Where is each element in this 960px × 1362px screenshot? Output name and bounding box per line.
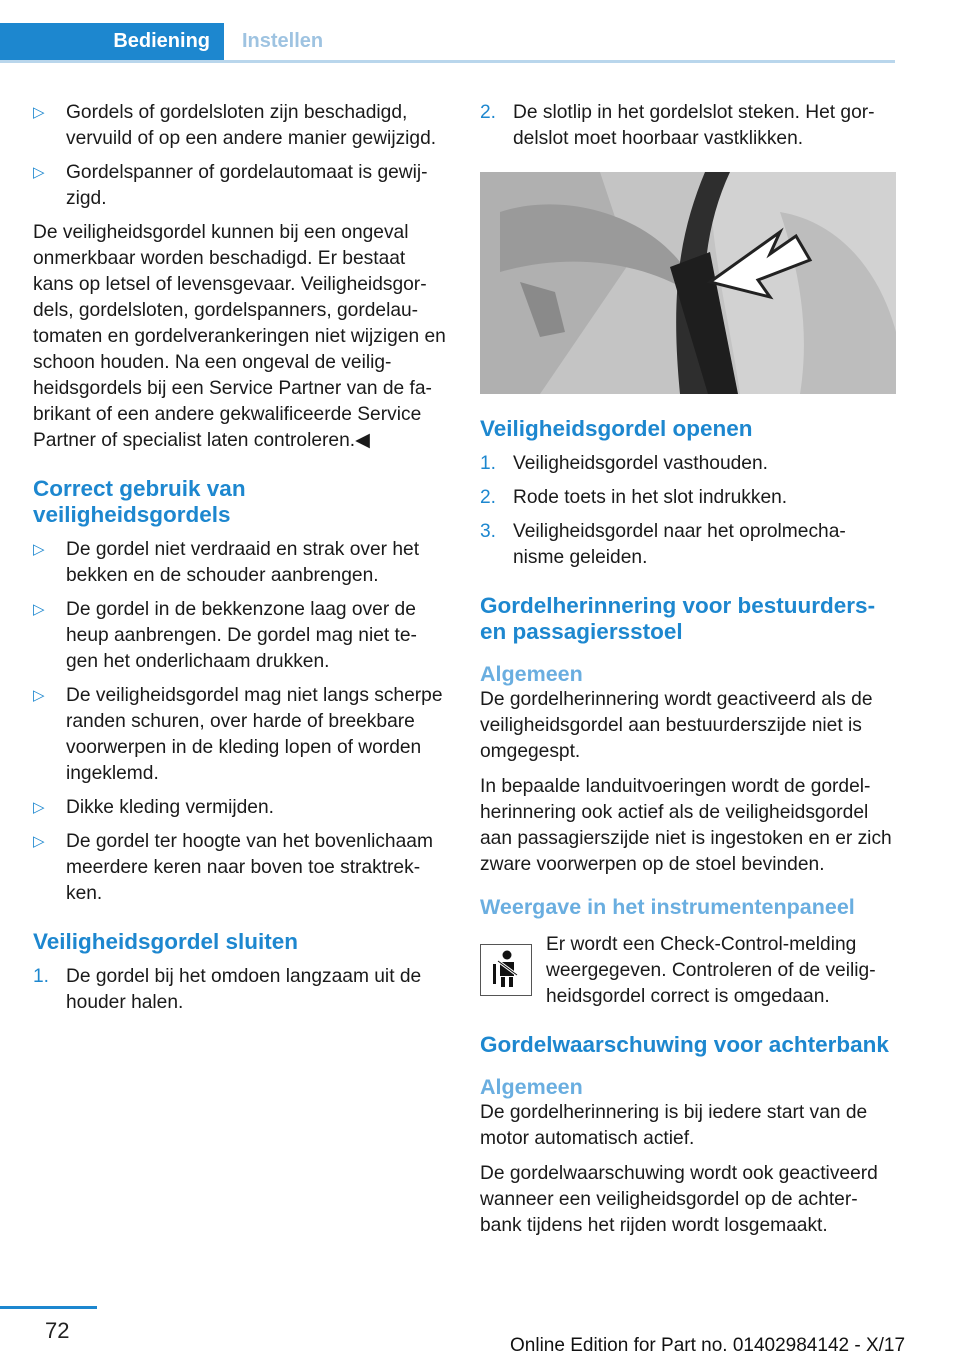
step-text: De gordel bij het omdoen langzaam uit de houder halen. xyxy=(66,966,422,1013)
step-number: 2. xyxy=(480,487,497,508)
list-item xyxy=(33,537,448,589)
seatbelt-warning-icon xyxy=(480,944,532,996)
subheading-algemeen: Algemeen xyxy=(480,662,583,686)
step-number: 1. xyxy=(33,966,50,987)
paragraph: De gordelherinnering wordt geactiveerd als de veiligheidsgordel aan bestuurderszijde niet is omgegespt. xyxy=(480,689,873,762)
edition-text: Online Edition for Part no. 01402984142 - X/17 xyxy=(510,1335,906,1356)
header-tab-bar xyxy=(0,23,895,63)
page-number: 72 xyxy=(45,1318,70,1343)
triangle-bullet-icon: ▷ xyxy=(33,601,45,618)
subheading-algemeen: Algemeen xyxy=(480,1075,583,1099)
step-text: Veiligheidsgordel naar het oprolmecha‐nisme geleiden. xyxy=(513,521,846,568)
list-item-text: De veiligheidsgordel mag niet langs scherpe randen schuren, over harde of breekbare voorwerpen in de kleding lopen of worden ingeklemd. xyxy=(66,685,443,784)
right-column xyxy=(480,100,896,1248)
footer-accent-line xyxy=(0,1306,97,1309)
tab-instellen[interactable]: Instellen xyxy=(242,30,324,52)
paragraph: De gordelherinnering is bij iedere start van de motor automatisch actief. xyxy=(480,1102,868,1149)
step-item xyxy=(480,100,896,152)
triangle-bullet-icon: ▷ xyxy=(33,833,45,850)
paragraph: De gordelwaarschuwing wordt ook geactiveerd wanneer een veiligheidsgordel op de achter‐bank tijdens het rijden wordt losgemaakt. xyxy=(480,1163,878,1236)
warning-paragraph: De veiligheidsgordel kunnen bij een ongeval onmerkbaar worden beschadigd. Er bestaat kans op letsel of levensgevaar. Veiligheidsgor‐dels, gordelsloten, gordelspanners, gordelau‐tomaten en gordelverankeringen niet wijzigen en schoon houden. Na een ongeval de veilig‐heidsgordels bij een Service Partner van de fa‐brikant of een andere gekwalificeerde Service Partner of specialist laten controleren.◀ xyxy=(33,222,446,451)
buckle-illustration xyxy=(480,172,896,394)
triangle-bullet-icon: ▷ xyxy=(33,799,45,816)
list-item xyxy=(33,100,448,152)
heading-gordelherinnering: Gordelherinnering voor bestuurders- en passagiersstoel xyxy=(480,593,876,644)
triangle-bullet-icon: ▷ xyxy=(33,541,45,558)
step-text: Veiligheidsgordel vasthouden. xyxy=(513,453,768,474)
paragraph: In bepaalde landuitvoeringen wordt de gordel‐herinnering ook actief als de veiligheidsgordel aan passagierszijde niet is ingestoken en er zich zware voorwerpen op de stoel bevinden. xyxy=(480,776,892,875)
step-item xyxy=(480,451,896,477)
step-item xyxy=(33,964,448,1016)
indicator-description: Er wordt een Check-Control-melding weergegeven. Controleren of de veilig‐heidsgordel correct is omgedaan. xyxy=(546,934,876,1007)
list-item-text: De gordel ter hoogte van het bovenlichaam meerdere keren naar boven toe straktrek‐ken. xyxy=(66,831,433,904)
list-item-text: Dikke kleding vermijden. xyxy=(66,797,274,818)
left-column xyxy=(33,100,448,1024)
step-text: De slotlip in het gordelslot steken. Het gor‐delslot moet hoorbaar vastklikken. xyxy=(513,102,875,149)
heading-achterbank: Gordelwaarschuwing voor achterbank xyxy=(480,1032,889,1057)
list-item xyxy=(33,160,448,212)
step-number: 1. xyxy=(480,453,497,474)
list-item xyxy=(33,683,448,787)
indicator-row xyxy=(480,932,896,1010)
heading-gordel-openen: Veiligheidsgordel openen xyxy=(480,416,753,441)
triangle-bullet-icon: ▷ xyxy=(33,104,45,121)
step-text: Rode toets in het slot indrukken. xyxy=(513,487,788,508)
heading-correct-gebruik: Correct gebruik van veiligheidsgordels xyxy=(33,476,246,527)
tab-underline xyxy=(0,60,895,63)
list-item-text: De gordel in de bekkenzone laag over de heup aanbrengen. De gordel mag niet te‐gen het onderlichaam drukken. xyxy=(66,599,417,672)
list-item-text: Gordels of gordelsloten zijn beschadigd, vervuild of op een andere manier gewijzigd. xyxy=(66,102,437,149)
heading-gordel-sluiten: Veiligheidsgordel sluiten xyxy=(33,929,299,954)
tab-bediening[interactable]: Bediening xyxy=(0,23,224,60)
triangle-bullet-icon: ▷ xyxy=(33,164,45,181)
list-item xyxy=(33,829,448,907)
list-item xyxy=(33,597,448,675)
subheading-weergave: Weergave in het instrumentenpaneel xyxy=(480,895,855,919)
list-item xyxy=(33,795,448,821)
step-number: 2. xyxy=(480,102,497,123)
step-item xyxy=(480,485,896,511)
list-item-text: De gordel niet verdraaid en strak over het bekken en de schouder aanbrengen. xyxy=(66,539,420,586)
step-number: 3. xyxy=(480,521,497,542)
triangle-bullet-icon: ▷ xyxy=(33,687,45,704)
list-item-text: Gordelspanner of gordelautomaat is gewij‐zigd. xyxy=(66,162,428,209)
seat-belt-buckle-photo xyxy=(480,172,896,394)
step-item xyxy=(480,519,896,571)
